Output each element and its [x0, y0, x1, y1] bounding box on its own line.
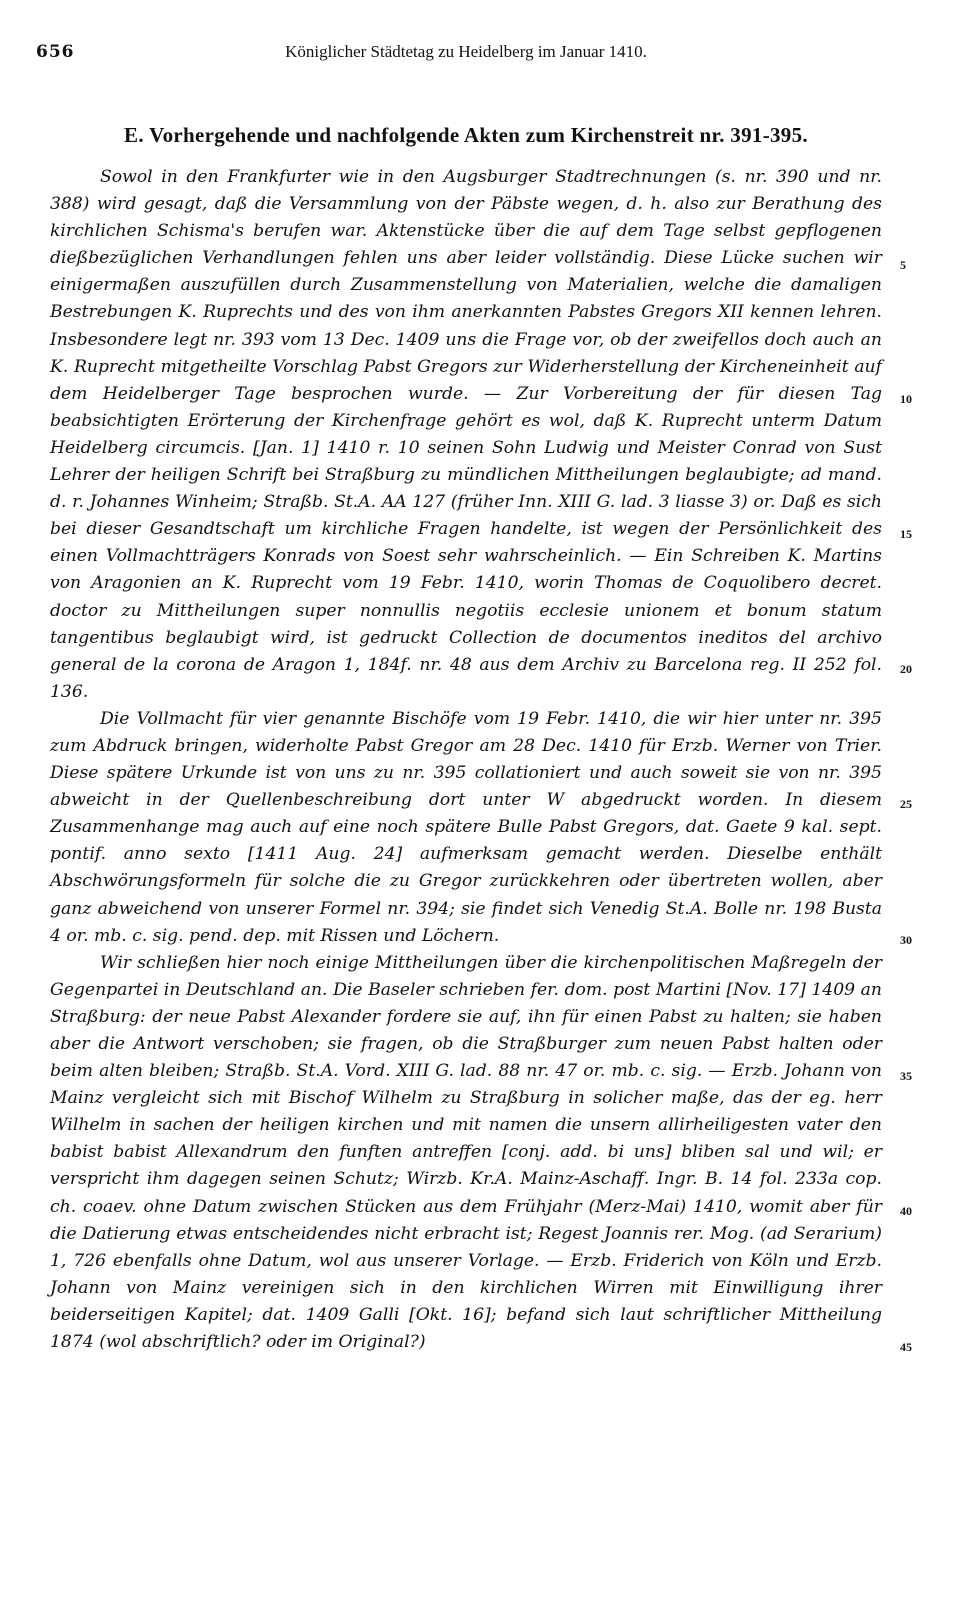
line-number-25: 25 [900, 797, 912, 811]
running-head: Königlicher Städtetag zu Heidelberg im Januar 1410. [285, 42, 647, 61]
body-text [50, 164, 882, 1356]
paragraph-1: Sowol in den Frankfurter wie in den Augsburger Stadtrechnungen (s. nr. 390 und nr. 388) wird gesagt, daß die Versammlung von der Päbste wegen, d. h. also zur Berathung des kirchlichen Schisma's berufen war. Aktenstücke über die auf dem Tage selbst gepflogenen dießbezüglichen Verhandlungen fehlen uns aber leider vollständig. Diese Lücke suchen wir einigermaßen auszufüllen durch Zusammenstellung von Materialien, welche die damaligen Bestrebungen K. Ruprechts und des von ihm anerkannten Pabstes Gregors XII kennen lehren. Insbesondere legt nr. 393 vom 13 Dec. 1409 uns die Frage vor, ob der zweifellos doch auch an K. Ruprecht mitgetheilte Vorschlag Pabst Gregors zur Widerherstellung der Kircheneinheit auf dem Heidelberger Tage besprochen wurde. — Zur Vorbereitung der für diesen Tag beabsichtigten Erörterung der Kirchenfrage gehört es wol, daß K. Ruprecht unterm Datum Heidelberg circumcis. [Jan. 1] 1410 r. 10 seinen Sohn Ludwig und Meister Conrad von Sust Lehrer der heiligen Schrift bei Straßburg zu mündlichen Mittheilungen beglaubigte; ad mand. d. r. Johannes Winheim; Straßb. St.A. AA 127 (früher Inn. XIII G. lad. 3 liasse 3) or. Daß es sich bei dieser Gesandtschaft um kirchliche Fragen handelte, ist wegen der Persönlichkeit des einen Vollmachtträgers Konrads von Soest sehr wahrscheinlich. — Ein Schreiben K. Martins von Aragonien an K. Ruprecht vom 19 Febr. 1410, worin Thomas de Coquolibero decret. doctor zu Mittheilungen super nonnullis negotiis ecclesie unionem et bonum statum tangentibus beglaubigt wird, ist gedruckt Collection de documentos ineditos del archivo general de la corona de Aragon 1, 184f. nr. 48 aus dem Archiv zu Barcelona reg. II 252 fol. 136. [50, 167, 882, 702]
paragraph-3: Wir schließen hier noch einige Mittheilungen über die kirchenpolitischen Maßregeln der Gegenpartei in Deutschland an. Die Baseler schrieben fer. dom. post Martini [Nov. 17] 1409 an Straßburg: der neue Pabst Alexander fordere sie auf, ihn für einen Pabst zu halten; sie haben aber die Antwort verschoben; sie fragen, ob die Straßburger zum neuen Pabst halten oder beim alten bleiben; Straßb. St.A. Vord. XIII G. lad. 88 nr. 47 or. mb. c. sig. — Erzb. Johann von Mainz vergleicht sich mit Bischof Wilhelm zu Straßburg in solicher maße, das der eg. herr Wilhelm in sachen der heiligen kirchen und mit namen die unsern allirheiligesten vater den babist babist Allexandrum den funften antreffen [conj. add. bi uns] bliben sal und wil; er verspricht ihm dagegen seinen Schutz; Wirzb. Kr.A. Mainz-Aschaff. Ingr. B. 14 fol. 233a cop. ch. coaev. ohne Datum zwischen Stücken aus dem Frühjahr (Merz-Mai) 1410, womit aber für die Datierung etwas entscheidendes nicht erbracht ist; Regest Joannis rer. Mog. (ad Serarium) 1, 726 ebenfalls ohne Datum, wol aus unserer Vorlage. — Erzb. Friderich von Köln und Erzb. Johann von Mainz vereinigen sich in den kirchlichen Wirren mit Einwilligung ihrer beiderseitigen Kapitel; dat. 1409 Galli [Okt. 16]; befand sich laut schriftlicher Mittheilung 1874 (wol abschriftlich? oder im Original?) [50, 952, 882, 1353]
line-number-30: 30 [900, 933, 912, 947]
line-number-10: 10 [900, 392, 912, 406]
paragraph-2: Die Vollmacht für vier genannte Bischöfe vom 19 Febr. 1410, die wir hier unter nr. 395 zum Abdruck bringen, widerholte Pabst Gregor am 28 Dec. 1410 für Erzb. Werner von Trier. Diese spätere Urkunde ist von uns zu nr. 395 collationiert und auch soweit sie von nr. 395 abweicht in der Quellenbeschreibung dort unter W abgedruckt worden. In diesem Zusammenhange mag auch auf eine noch spätere Bulle Pabst Gregors, dat. Gaete 9 kal. sept. pontif. anno sexto [1411 Aug. 24] aufmerksam gemacht werden. Dieselbe enthält Abschwörungsformeln für solche die zu Gregor zurückkehren oder übertreten wollen, aber ganz abweichend von unserer Formel nr. 394; sie findet sich Venedig St.A. Bolle nr. 198 Busta 4 or. mb. c. sig. pend. dep. mit Rissen und Löchern. [50, 708, 882, 946]
page-number: 656 [36, 42, 75, 62]
line-number-40: 40 [900, 1204, 912, 1218]
line-number-45: 45 [900, 1340, 912, 1354]
line-number-35: 35 [900, 1069, 912, 1083]
line-number-15: 15 [900, 527, 912, 541]
section-title: E. Vorhergehende und nachfolgende Akten zum Kirchenstreit nr. 391-395. [124, 123, 808, 147]
line-number-20: 20 [900, 662, 912, 676]
line-number-5: 5 [900, 258, 906, 272]
